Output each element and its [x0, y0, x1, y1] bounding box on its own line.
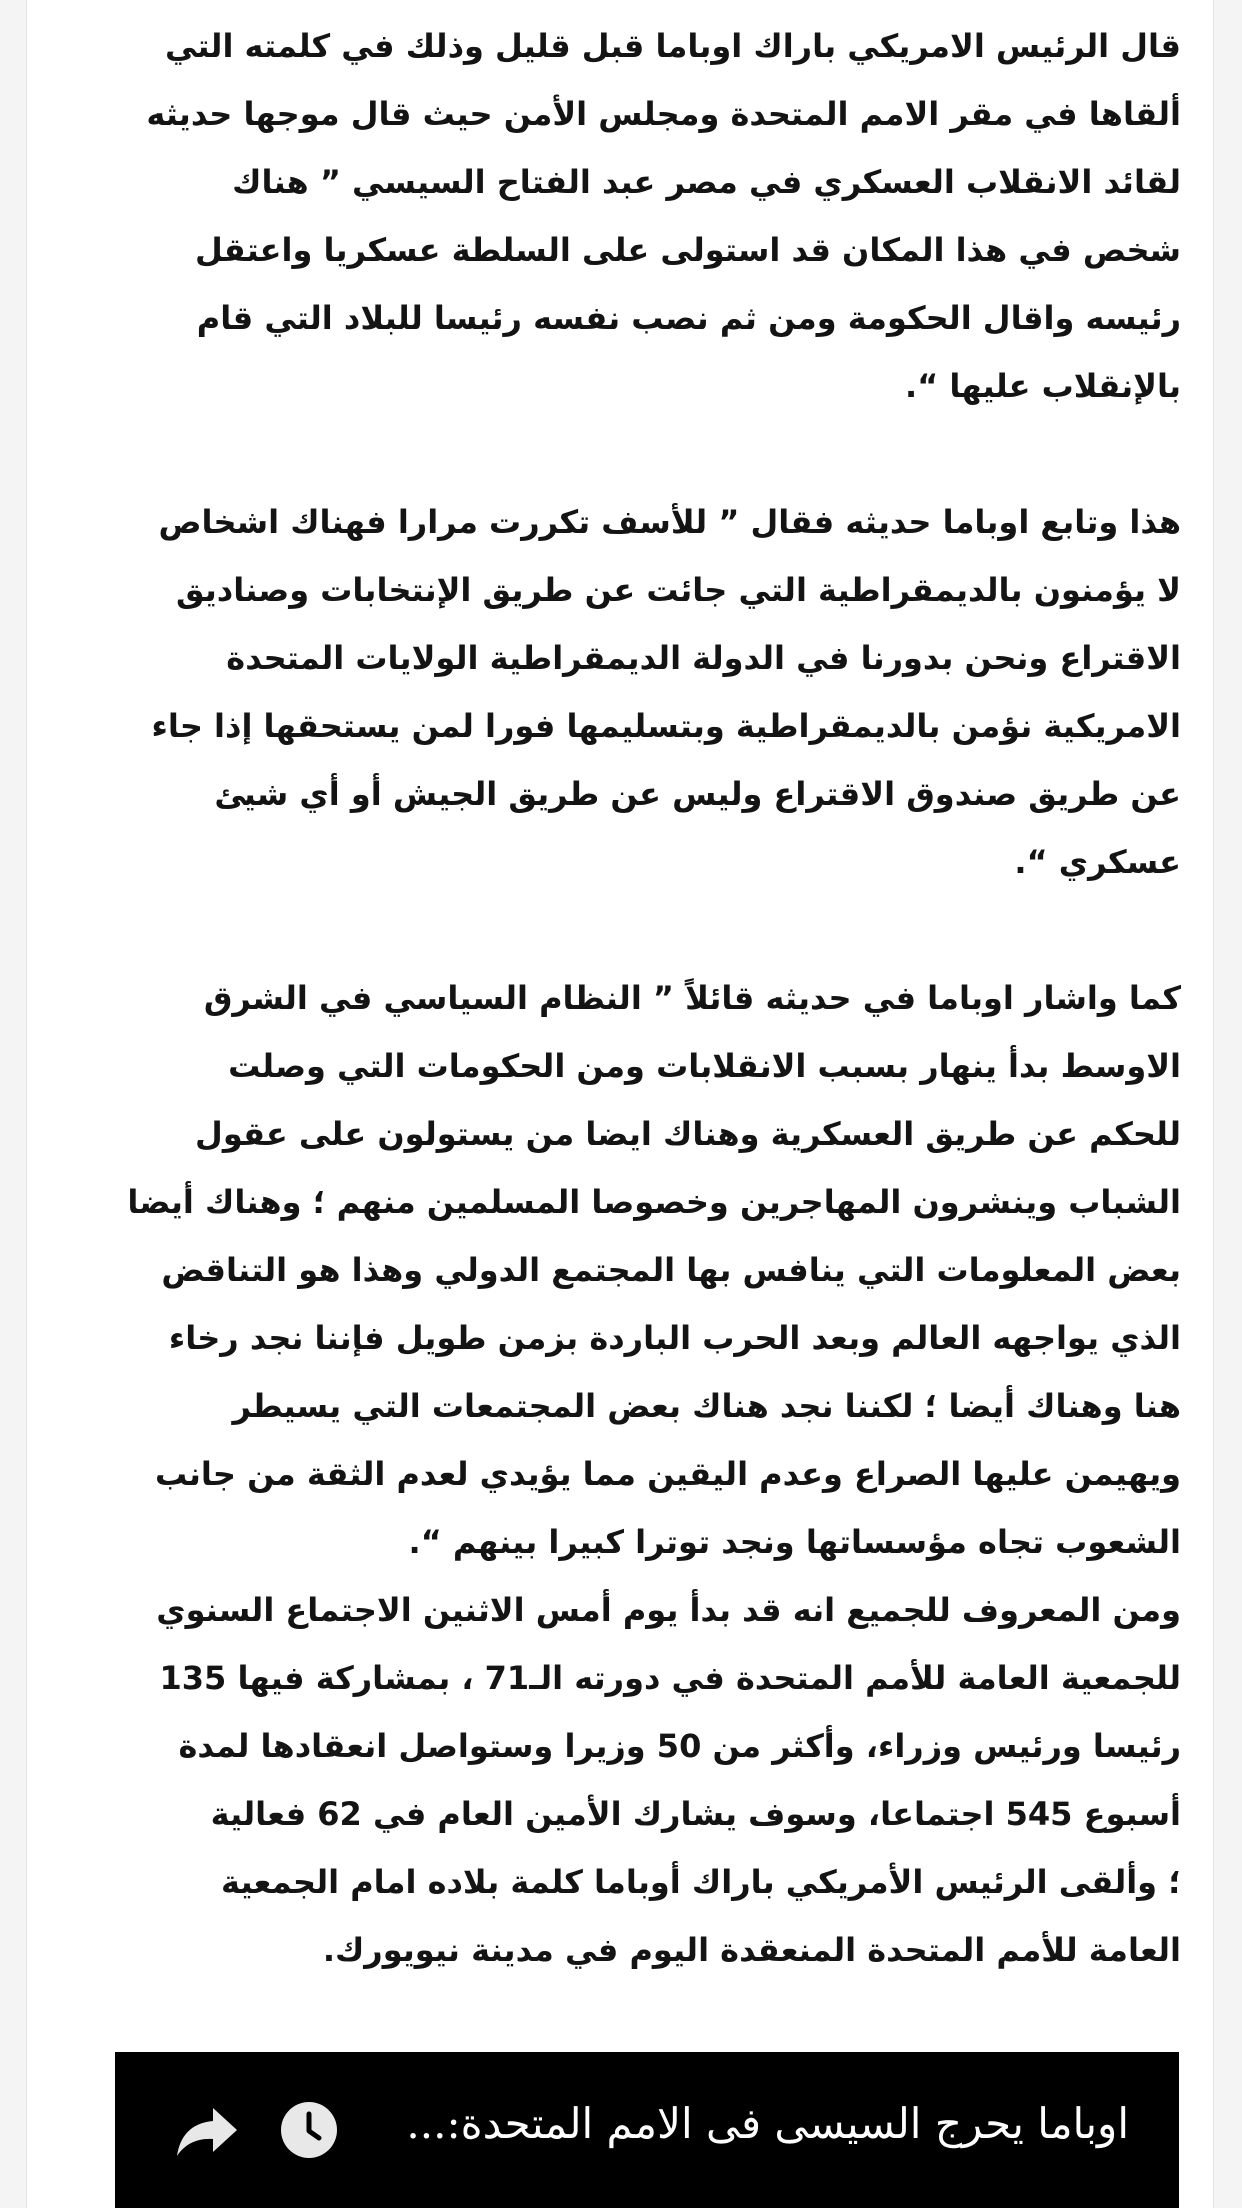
text-line: هذا وتابع اوباما حديثه فقال ” للأسف تكررت مرارا فهناك اشخاص — [158, 503, 1181, 541]
text-line: لقائد الانقلاب العسكري في مصر عبد الفتاح السيسي ” هناك — [232, 163, 1181, 201]
clock-icon[interactable] — [279, 2100, 339, 2160]
text-line: هنا وهناك أيضا ؛ لكننا نجد هناك بعض المجتمعات التي يسيطر — [232, 1387, 1181, 1425]
text-line: بالإنقلاب عليها “. — [905, 367, 1181, 405]
article-paragraph — [87, 1576, 1181, 1984]
text-line: ؛ وألقى الرئيس الأمريكي باراك أوباما كلمة بلاده امام الجمعية — [221, 1863, 1181, 1901]
text-line: الامريكية نؤمن بالديمقراطية وبتسليمها فورا لمن يستحقها إذا جاء — [151, 707, 1181, 745]
article-body — [87, 12, 1181, 1984]
text-line: الاقتراع ونحن بدورنا في الدولة الديمقراطية الولايات المتحدة — [226, 639, 1181, 677]
embedded-video-player[interactable] — [115, 2052, 1179, 2208]
text-line: بعض المعلومات التي ينافس بها المجتمع الدولي وهذا هو التناقض — [161, 1251, 1181, 1289]
share-icon[interactable] — [175, 2106, 239, 2158]
article-paragraph — [87, 488, 1181, 896]
text-line: شخص في هذا المكان قد استولى على السلطة عسكريا واعتقل — [194, 231, 1181, 269]
text-line: للحكم عن طريق العسكرية وهناك ايضا من يستولون على عقول — [195, 1115, 1181, 1153]
text-line: للجمعية العامة للأمم المتحدة في دورته الـ71 ، بمشاركة فيها 135 — [159, 1659, 1181, 1697]
text-line: الشباب وينشرون المهاجرين وخصوصا المسلمين منهم ؛ وهناك أيضا — [127, 1183, 1181, 1221]
text-line: عسكري “. — [1014, 843, 1181, 881]
text-line: كما واشار اوباما في حديثه قائلاً ” النظام السياسي في الشرق — [203, 979, 1181, 1017]
article-paragraph — [87, 964, 1181, 1576]
text-line: رئيسه واقال الحكومة ومن ثم نصب نفسه رئيسا للبلاد التي قام — [196, 299, 1181, 337]
article-container — [26, 0, 1214, 2208]
text-line: رئيسا ورئيس وزراء، وأكثر من 50 وزيرا وستواصل انعقادها لمدة — [178, 1727, 1181, 1765]
text-line: ألقاها في مقر الامم المتحدة ومجلس الأمن حيث قال موجها حديثه — [146, 95, 1181, 133]
paragraph-spacer — [87, 420, 1181, 488]
text-line: قال الرئيس الامريكي باراك اوباما قبل قليل وذلك في كلمته التي — [164, 27, 1181, 65]
text-line: الاوسط بدأ ينهار بسبب الانقلابات ومن الحكومات التي وصلت — [228, 1047, 1181, 1085]
text-line: أسبوع 545 اجتماعا، وسوف يشارك الأمين العام في 62 فعالية — [210, 1795, 1181, 1833]
text-line: ويهيمن عليها الصراع وعدم اليقين مما يؤيدي لعدم الثقة من جانب — [154, 1455, 1181, 1493]
paragraph-spacer — [87, 896, 1181, 964]
text-line: الشعوب تجاه مؤسساتها ونجد توترا كبيرا بينهم “. — [408, 1523, 1181, 1561]
text-line: ومن المعروف للجميع انه قد بدأ يوم أمس الاثنين الاجتماع السنوي — [156, 1591, 1181, 1629]
text-line: الذي يواجهه العالم وبعد الحرب الباردة بزمن طويل فإننا نجد رخاء — [168, 1319, 1181, 1357]
text-line: عن طريق صندوق الاقتراع وليس عن طريق الجيش أو أي شيئ — [214, 775, 1181, 813]
article-paragraph — [87, 12, 1181, 420]
video-title[interactable]: اوباما يحرج السيسى فى الامم المتحدة:... — [406, 2099, 1129, 2148]
text-line: العامة للأمم المتحدة المنعقدة اليوم في مدينة نيويورك. — [322, 1931, 1181, 1969]
text-line: لا يؤمنون بالديمقراطية التي جائت عن طريق الإنتخابات وصناديق — [175, 571, 1181, 609]
